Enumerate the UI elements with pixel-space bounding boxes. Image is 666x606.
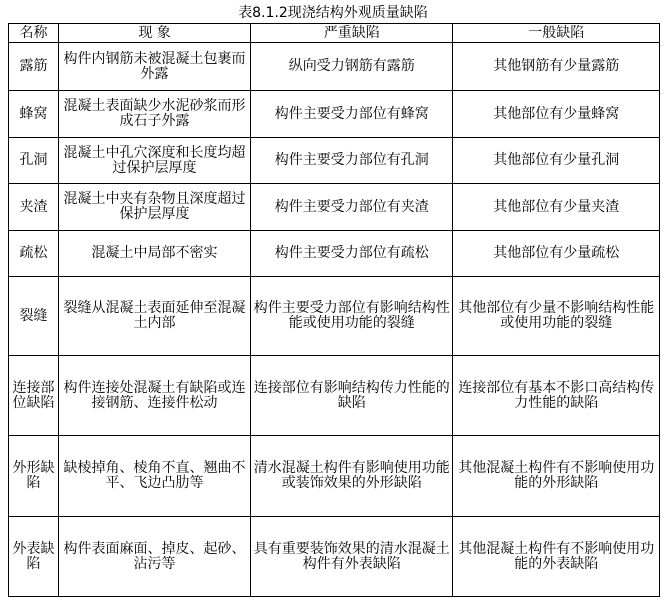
table-row <box>9 436 660 517</box>
header-name: 名称 <box>9 24 59 43</box>
defect-table <box>8 23 660 597</box>
table-row <box>9 277 660 356</box>
phenomenon-cell: 构件表面麻面、掉皮、起砂、沾污等 <box>59 517 251 597</box>
header-general: 一般缺陷 <box>453 24 660 43</box>
table-row <box>9 184 660 231</box>
phenomenon-cell: 混凝土中夹有杂物且深度超过保护层厚度 <box>59 184 251 231</box>
severe-cell: 具有重要装饰效果的清水混凝土构件有外表缺陷 <box>251 517 453 597</box>
general-cell: 连接部位有基本不影口高结构传力性能的缺陷 <box>453 356 660 436</box>
table-row <box>9 231 660 277</box>
defect-name: 裂缝 <box>9 277 59 356</box>
phenomenon-cell: 混凝土中孔穴深度和长度均超过保护层厚度 <box>59 138 251 184</box>
severe-cell: 构件主要受力部位有影响结构性能或使用功能的裂缝 <box>251 277 453 356</box>
phenomenon-cell: 构件内钢筋未被混凝土包裹而外露 <box>59 43 251 91</box>
general-cell: 其他部位有少量孔洞 <box>453 138 660 184</box>
phenomenon-cell: 缺棱掉角、棱角不直、翘曲不平、飞边凸肋等 <box>59 436 251 517</box>
table-row <box>9 91 660 138</box>
defect-name: 露筋 <box>9 43 59 91</box>
phenomenon-cell: 混凝土中局部不密实 <box>59 231 251 277</box>
table-caption: 表8.1.2现浇结构外观质量缺陷 <box>238 5 428 21</box>
table-row <box>9 517 660 597</box>
general-cell: 其他混凝土构件有不影响使用功能的外表缺陷 <box>453 517 660 597</box>
severe-cell: 构件主要受力部位有夹渣 <box>251 184 453 231</box>
general-cell: 其他钢筋有少量露筋 <box>453 43 660 91</box>
phenomenon-cell: 裂缝从混凝土表面延伸至混凝土内部 <box>59 277 251 356</box>
severe-cell: 清水混凝土构件有影响使用功能或装饰效果的外形缺陷 <box>251 436 453 517</box>
defect-name: 疏松 <box>9 231 59 277</box>
header-phenomenon: 现 象 <box>59 24 251 43</box>
table-row <box>9 138 660 184</box>
defect-name: 夹渣 <box>9 184 59 231</box>
defect-name: 外表缺陷 <box>9 517 59 597</box>
general-cell: 其他部位有少量不影响结构性能或使用功能的裂缝 <box>453 277 660 356</box>
header-row <box>9 24 660 43</box>
table-row <box>9 43 660 91</box>
defect-name: 孔洞 <box>9 138 59 184</box>
severe-cell: 纵向受力钢筋有露筋 <box>251 43 453 91</box>
severe-cell: 构件主要受力部位有蜂窝 <box>251 91 453 138</box>
defect-name: 外形缺陷 <box>9 436 59 517</box>
general-cell: 其他混凝土构件有不影响使用功能的外形缺陷 <box>453 436 660 517</box>
phenomenon-cell: 构件连接处混凝土有缺陷或连接钢筋、连接件松动 <box>59 356 251 436</box>
defect-name: 蜂窝 <box>9 91 59 138</box>
table-row <box>9 356 660 436</box>
severe-cell: 构件主要受力部位有孔洞 <box>251 138 453 184</box>
general-cell: 其他部位有少量疏松 <box>453 231 660 277</box>
severe-cell: 连接部位有影响结构传力性能的缺陷 <box>251 356 453 436</box>
header-severe: 严重缺陷 <box>251 24 453 43</box>
defect-name: 连接部位缺陷 <box>9 356 59 436</box>
severe-cell: 构件主要受力部位有疏松 <box>251 231 453 277</box>
phenomenon-cell: 混凝土表面缺少水泥砂浆而形成石子外露 <box>59 91 251 138</box>
general-cell: 其他部位有少量蜂窝 <box>453 91 660 138</box>
general-cell: 其他部位有少量夹渣 <box>453 184 660 231</box>
